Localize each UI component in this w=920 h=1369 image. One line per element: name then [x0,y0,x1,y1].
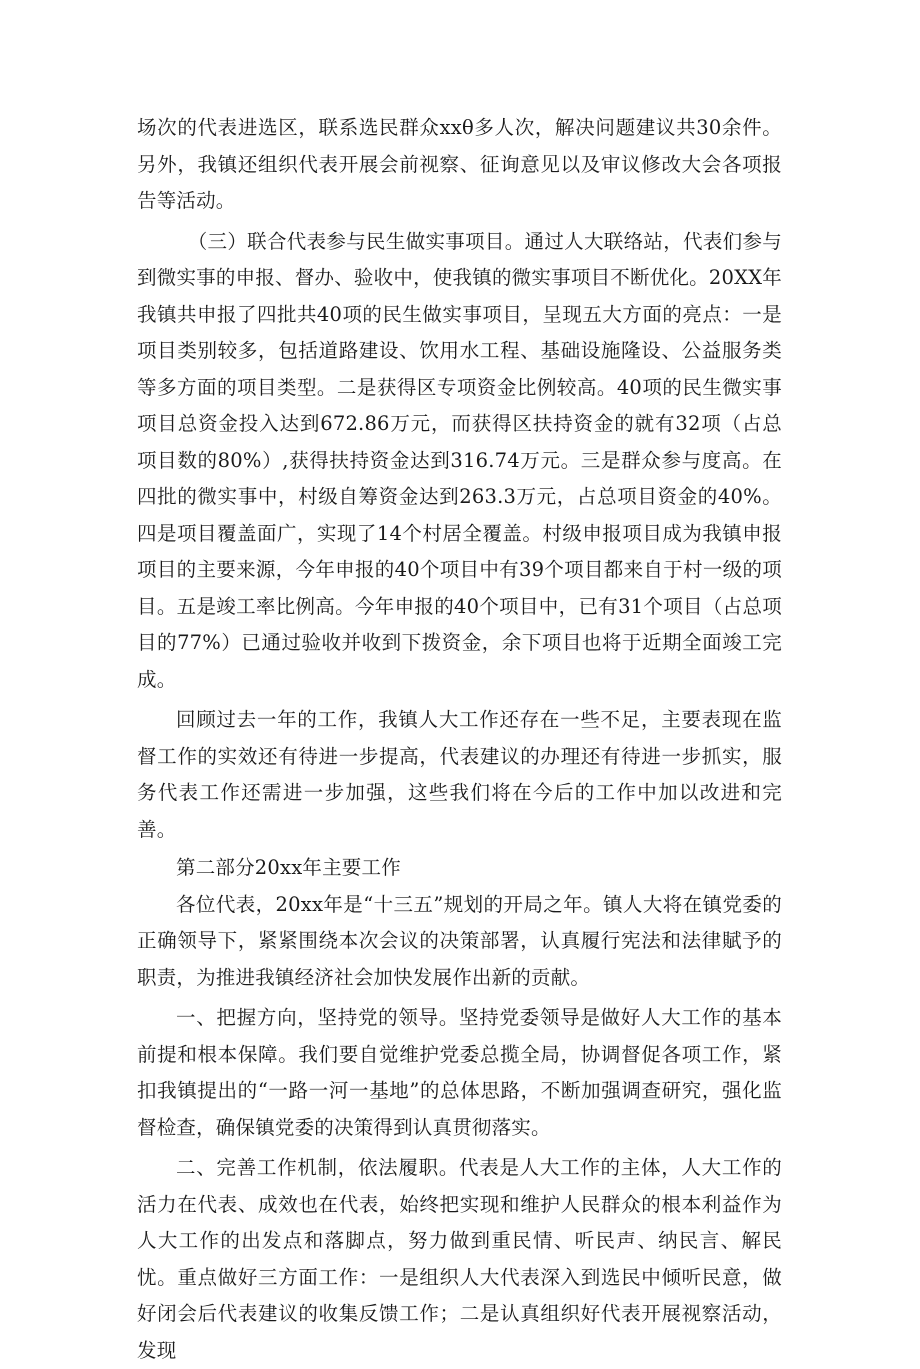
paragraph-review: 回顾过去一年的工作，我镇人大工作还存在一些不足，主要表现在监督工作的实效还有待进一步提高，代表建议的办理还有待进一步抓实，服务代表工作还需进一步加强，这些我们将在今后的工作中加以改进和完善。 [137,708,782,841]
document-page [137,110,782,1369]
paragraph-section-three: （三）联合代表参与民生做实事项目。通过人大联络站，代表们参与到微实事的申报、督办、验收中，使我镇的微实事项目不断优化。20XX年我镇共申报了四批共40项的民生做实事项目，呈现五大方面的亮点：一是项目类别较多，包括道路建设、饮用水工程、基础设施隆设、公益服务类等多方面的项目类型。二是获得区专项资金比例较高。40项的民生微实事项目总资金投入达到672.86万元，而获得区扶持资金的就有32项（占总项目数的80%）,获得扶持资金达到316.74万元。三是群众参与度高。在四批的微实事中，村级自筹资金达到263.3万元，占总项目资金的40%。四是项目覆盖面广，实现了14个村居全覆盖。村级申报项目成为我镇申报项目的主要来源，今年申报的40个项目中有39个项目都来自于村一级的项目。五是竣工率比例高。今年申报的40个项目中，已有31个项目（占总项目的77%）已通过验收并收到下拨资金，余下项目也将于近期全面竣工完成。 [137,229,782,691]
paragraph-continuation: 场次的代表进选区，联系选民群众xxθ多人次，解决问题建议共30余件。另外，我镇还组织代表开展会前视察、征询意见以及审议修改大会各项报告等活动。 [137,116,782,212]
paragraph-item-one: 一、把握方向，坚持党的领导。坚持党委领导是做好人大工作的基本前提和根本保障。我们要自觉维护党委总揽全局，协调督促各项工作，紧扣我镇提出的“一路一河一基地”的总体思路，不断加强调查研究，强化监督检查，确保镇党委的决策得到认真贯彻落实。 [137,1006,782,1139]
section-heading: 第二部分20xx年主要工作 [176,856,401,879]
paragraph-delegates: 各位代表，20xx年是“十三五”规划的开局之年。镇人大将在镇党委的正确领导下，紧紧围绕本次会议的决策部署，认真履行宪法和法律賦予的职责，为推进我镇经济社会加快发展作出新的贡献。 [137,892,782,989]
paragraph-item-two: 二、完善工作机制，依法履职。代表是人大工作的主体，人大工作的活力在代表、成效也在代表，始终把实现和维护人民群众的根本利益作为人大工作的出发点和落脚点，努力做到重民情、听民声、纳民言、解民忧。重点做好三方面工作：一是组织人大代表深入到选民中倾听民意，做好闭会后代表建议的收集反馈工作；二是认真组织好代表开展视察活动，发现 [137,1156,782,1362]
